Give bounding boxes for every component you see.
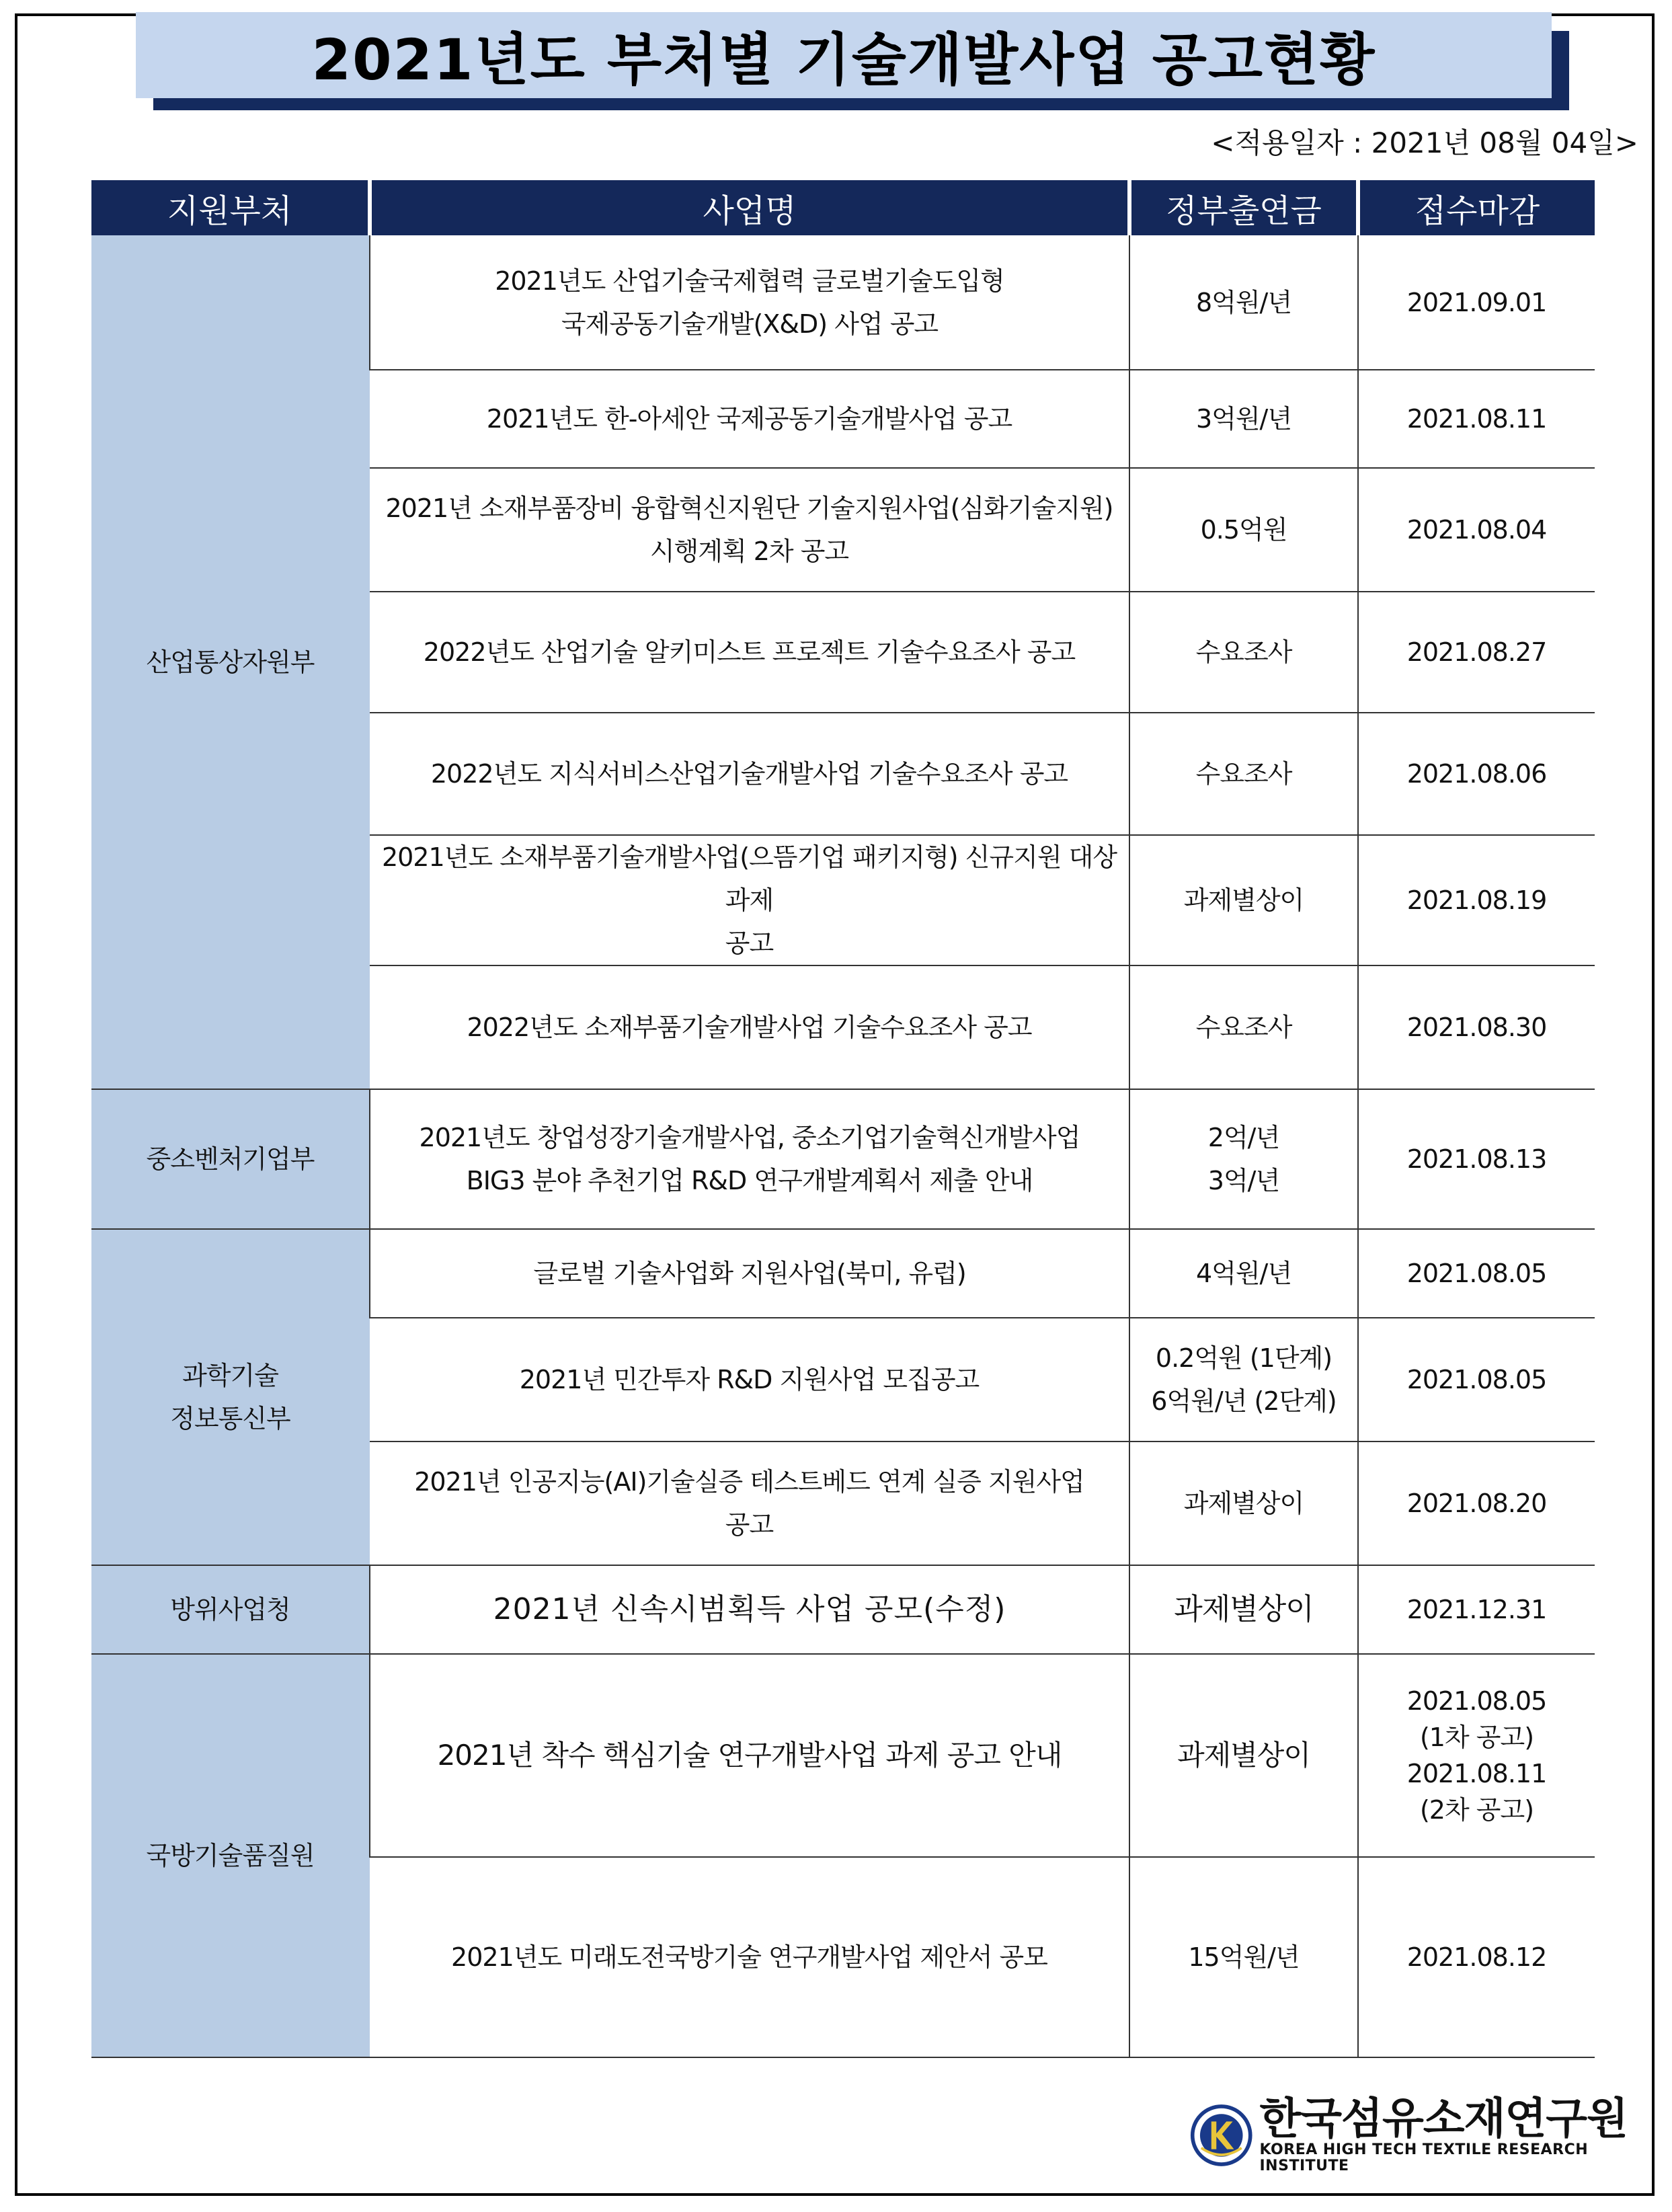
- project-name-line: 공고: [725, 1510, 774, 1540]
- fund-cell: [1129, 370, 1358, 468]
- deadline-value: (1차 공고): [1419, 1723, 1534, 1752]
- effective-date: <적용일자 : 2021년 08월 04일>: [1211, 126, 1638, 159]
- project-name: [370, 713, 1129, 835]
- deadline-cell: [1358, 1089, 1595, 1229]
- deadline-cell: [1358, 835, 1595, 965]
- project-name-line: 2021년 민간투자 R&D 지원사업 모집공고: [519, 1365, 980, 1394]
- deadline-value: (2차 공고): [1419, 1795, 1534, 1825]
- deadline-value: 2021.08.19: [1406, 885, 1547, 915]
- deadline-value: 2021.12.31: [1406, 1595, 1547, 1624]
- fund-value: 15억원/년: [1188, 1942, 1300, 1972]
- table-row: [91, 235, 1595, 370]
- fund-cell: [1129, 713, 1358, 835]
- project-name: [370, 1857, 1129, 2057]
- fund-cell: [1129, 1318, 1358, 1441]
- deadline-cell: [1358, 965, 1595, 1089]
- deadline-value: 2021.08.13: [1406, 1144, 1547, 1174]
- fund-value: 6억원/년 (2단계): [1151, 1386, 1337, 1416]
- header-ministry: 지원부처: [91, 180, 370, 235]
- fund-value: 0.5억원: [1200, 515, 1287, 545]
- fund-value: 과제별상이: [1174, 1592, 1314, 1626]
- fund-value: 3억원/년: [1195, 404, 1292, 434]
- deadline-cell: [1358, 1565, 1595, 1654]
- project-name: [370, 370, 1129, 468]
- project-name-line: 2021년도 미래도전국방기술 연구개발사업 제안서 공모: [451, 1942, 1047, 1972]
- fund-value: 3억/년: [1207, 1166, 1280, 1195]
- header-project: 사업명: [370, 180, 1129, 235]
- project-name: [370, 1654, 1129, 1857]
- deadline-cell: [1358, 1654, 1595, 1857]
- deadline-value: 2021.08.05: [1406, 1259, 1547, 1288]
- deadline-cell: [1358, 1318, 1595, 1441]
- ministry-name: 방위사업청: [170, 1595, 290, 1624]
- project-name-line: 2022년도 소재부품기술개발사업 기술수요조사 공고: [467, 1013, 1032, 1042]
- table-row: [91, 1565, 1595, 1654]
- deadline-cell: [1358, 235, 1595, 370]
- table-header-row: [91, 180, 1595, 235]
- fund-cell: [1129, 835, 1358, 965]
- deadline-cell: [1358, 1229, 1595, 1318]
- fund-cell: [1129, 235, 1358, 370]
- project-name: [370, 1318, 1129, 1441]
- deadline-value: 2021.08.04: [1406, 515, 1547, 545]
- table-row: [91, 1229, 1595, 1318]
- fund-cell: [1129, 592, 1358, 713]
- project-name: [370, 235, 1129, 370]
- fund-cell: [1129, 1441, 1358, 1565]
- deadline-value: 2021.08.05: [1406, 1686, 1547, 1716]
- project-name: [370, 835, 1129, 965]
- deadline-value: 2021.08.05: [1406, 1365, 1547, 1394]
- fund-value: 수요조사: [1195, 637, 1292, 667]
- fund-cell: [1129, 1089, 1358, 1229]
- fund-cell: [1129, 1565, 1358, 1654]
- project-name: [370, 1229, 1129, 1318]
- institute-name-ko: 한국섬유소재연구원: [1259, 2094, 1628, 2144]
- project-name-line: 2021년도 소재부품기술개발사업(으뜸기업 패키지형) 신규지원 대상과제: [381, 842, 1117, 915]
- project-name-line: 2021년 소재부품장비 융합혁신지원단 기술지원사업(심화기술지원): [385, 493, 1113, 523]
- fund-value: 수요조사: [1195, 759, 1292, 789]
- institute-logo: [1190, 2096, 1672, 2174]
- project-name: [370, 965, 1129, 1089]
- project-name-line: BIG3 분야 추천기업 R&D 연구개발계획서 제출 안내: [466, 1166, 1033, 1195]
- project-name-line: 2021년도 창업성장기술개발사업, 중소기업기술혁신개발사업: [419, 1123, 1080, 1152]
- deadline-cell: [1358, 468, 1595, 592]
- institute-emblem-icon: [1190, 2103, 1253, 2168]
- project-name-line: 2021년도 산업기술국제협력 글로벌기술도입형: [495, 266, 1004, 296]
- project-name-line: 시행계획 2차 공고: [649, 537, 849, 566]
- title-banner: [136, 12, 1552, 98]
- institute-name-en: KOREA HIGH TECH TEXTILE RESEARCH INSTITUTE: [1259, 2141, 1589, 2174]
- fund-cell: [1129, 1857, 1358, 2057]
- ministry-cell: [91, 235, 370, 1089]
- fund-value: 2억/년: [1207, 1123, 1280, 1152]
- fund-cell: [1129, 965, 1358, 1089]
- notice-table: [91, 180, 1595, 2058]
- fund-value: 과제별상이: [1183, 1489, 1304, 1518]
- deadline-value: 2021.08.12: [1406, 1942, 1547, 1972]
- fund-cell: [1129, 468, 1358, 592]
- project-name: [370, 1565, 1129, 1654]
- deadline-value: 2021.08.11: [1406, 1759, 1547, 1788]
- deadline-cell: [1358, 1857, 1595, 2057]
- ministry-cell: [91, 1089, 370, 1229]
- project-name-line: 공고: [725, 929, 774, 958]
- project-name-line: 2021년도 한-아세안 국제공동기술개발사업 공고: [486, 404, 1012, 434]
- fund-value: 8억원/년: [1195, 287, 1292, 317]
- ministry-name: 산업통상자원부: [146, 647, 315, 677]
- page-title: 2021년도 부처별 기술개발사업 공고현황: [311, 26, 1376, 93]
- fund-value: 수요조사: [1195, 1013, 1292, 1042]
- table-row: [91, 1654, 1595, 1857]
- deadline-value: 2021.09.01: [1406, 287, 1547, 317]
- deadline-cell: [1358, 370, 1595, 468]
- deadline-cell: [1358, 1441, 1595, 1565]
- deadline-value: 2021.08.30: [1406, 1013, 1547, 1042]
- deadline-cell: [1358, 592, 1595, 713]
- deadline-value: 2021.08.20: [1406, 1489, 1547, 1518]
- project-name: [370, 1089, 1129, 1229]
- table-row: [91, 1089, 1595, 1229]
- ministry-name: 중소벤처기업부: [146, 1144, 315, 1174]
- ministry-cell: [91, 1229, 370, 1565]
- fund-value: 0.2억원 (1단계): [1155, 1343, 1332, 1373]
- deadline-cell: [1358, 713, 1595, 835]
- ministry-name: 과학기술: [182, 1361, 278, 1390]
- fund-value: 4억원/년: [1195, 1259, 1292, 1288]
- fund-value: 과제별상이: [1177, 1739, 1310, 1772]
- project-name-line: 글로벌 기술사업화 지원사업(북미, 유럽): [533, 1259, 966, 1288]
- project-name-line: 2021년 인공지능(AI)기술실증 테스트베드 연계 실증 지원사업: [414, 1467, 1084, 1497]
- project-name-line: 2022년도 지식서비스산업기술개발사업 기술수요조사 공고: [430, 759, 1068, 789]
- fund-value: 과제별상이: [1183, 885, 1304, 915]
- ministry-name: 정보통신부: [170, 1404, 290, 1433]
- project-name-line: 국제공동기술개발(X&D) 사업 공고: [561, 309, 939, 339]
- project-name: [370, 468, 1129, 592]
- header-deadline: 접수마감: [1358, 180, 1595, 235]
- project-name-line: 2021년 착수 핵심기술 연구개발사업 과제 공고 안내: [437, 1739, 1062, 1772]
- ministry-cell: [91, 1654, 370, 2057]
- project-name-line: 2022년도 산업기술 알키미스트 프로젝트 기술수요조사 공고: [423, 637, 1076, 667]
- fund-cell: [1129, 1229, 1358, 1318]
- project-name: [370, 592, 1129, 713]
- deadline-value: 2021.08.11: [1406, 404, 1547, 434]
- fund-cell: [1129, 1654, 1358, 1857]
- ministry-cell: [91, 1565, 370, 1654]
- deadline-value: 2021.08.27: [1406, 637, 1547, 667]
- header-fund: 정부출연금: [1129, 180, 1358, 235]
- deadline-value: 2021.08.06: [1406, 759, 1547, 789]
- project-name: [370, 1441, 1129, 1565]
- ministry-name: 국방기술품질원: [146, 1841, 315, 1870]
- project-name-line: 2021년 신속시범획득 사업 공모(수정): [493, 1592, 1006, 1626]
